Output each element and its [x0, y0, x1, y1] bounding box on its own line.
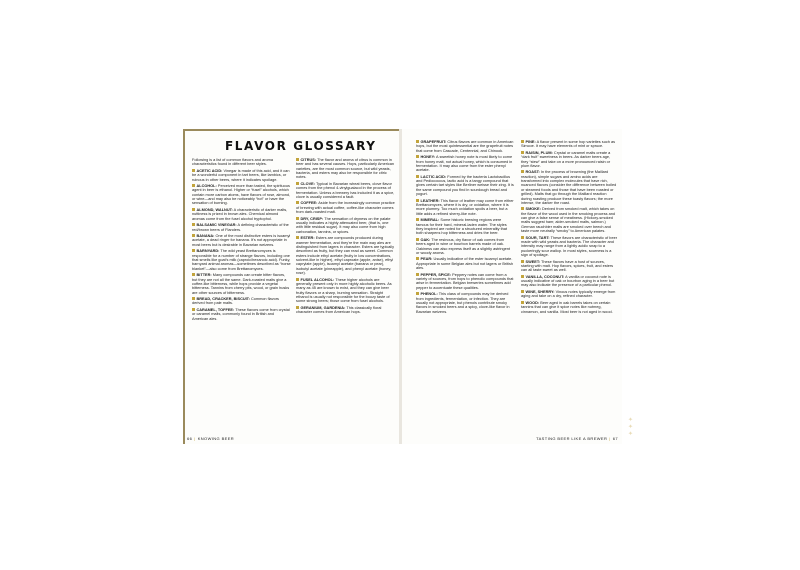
glossary-column-4 — [521, 140, 618, 316]
glossary-entry — [296, 306, 396, 315]
glossary-term: ALCOHOL: — [196, 184, 217, 189]
glossary-term: DRY, CRISP: — [300, 216, 324, 221]
bullet-square-icon — [192, 184, 195, 187]
left-page — [183, 129, 399, 444]
footer-right — [536, 436, 618, 441]
glossary-definition: Typical in Bavarian wheat beers, clove flavor comes from the phenol 4-vinylguaiacol in the process of fermentation. Unless a brewery has included it as a spice, clove is usually considered a fault. — [296, 181, 395, 199]
glossary-term: CARAMEL, TOFFEE: — [196, 308, 235, 312]
bullet-square-icon — [416, 175, 419, 178]
bullet-square-icon — [416, 292, 419, 295]
footer-left — [187, 436, 234, 441]
glossary-definition: The resinous, dry flavor of oak comes from beers aged in wine or bourbon barrels made of oak. Oakiness can also express itself as a slightly astringent or woody aroma. — [416, 237, 511, 255]
glossary-entry — [192, 273, 291, 295]
glossary-entry — [521, 260, 618, 273]
page-number-left: 66 — [187, 436, 193, 441]
glossary-definition: Many compounds can create bitter flavors, but they are not all the same. Dark-roasted malts give a coffee-like bitterness, while hops provide a vegetal bitterness. Tannins from cherry pits, wood, or grain husks are other sources of bitterness. — [192, 273, 290, 295]
bullet-square-icon — [296, 306, 299, 309]
publisher-mark: ✦✦✦ — [627, 415, 634, 436]
right-page — [402, 129, 622, 444]
glossary-term: GRAPEFRUIT: — [420, 140, 447, 144]
glossary-entry — [296, 278, 396, 304]
glossary-entry — [192, 234, 291, 247]
glossary-term: BREAD, CRACKER, BISCUIT: — [196, 297, 250, 302]
glossary-term: PINE: — [525, 140, 536, 144]
glossary-term: COFFEE: — [300, 201, 318, 206]
bullet-square-icon — [521, 290, 524, 293]
bullet-square-icon — [296, 278, 299, 281]
section-name-left: KNOWING BEER — [197, 436, 235, 441]
glossary-definition: In the process of browning (the Maillard reaction), simple sugars and amino acids are transformed into complex molecules that have rich, nuanced flavors (consider the difference between boiled or steamed foods and those that have been roasted or grilled). Malts that go through the Maillard reaction during roasting produce these toasty flavors; the more intense, the darker the roast. — [521, 170, 617, 205]
bullet-square-icon — [416, 140, 419, 143]
bullet-square-icon — [192, 208, 195, 211]
glossary-term: RAISIN, PLUM: — [525, 150, 553, 155]
glossary-definition: Vinegar is made of this acid, and it can be a wonderful component in tart beers, like lambics, or ruinous in other beers, where it indicates spoilage. — [192, 168, 290, 182]
glossary-definition: Perceived more than tasted, the spirituous agent in beer is ethanol. Higher or “fusel” alcohols, which contain more carbon atoms, have flavors of rose, almond, or wine—and may also be noticeably “hot” or have the sensation of burning. — [192, 184, 291, 206]
glossary-term: LEATHER: — [420, 198, 440, 203]
footer-separator: | — [609, 436, 611, 441]
glossary-term: SWEET: — [525, 259, 541, 264]
glossary-entry — [521, 236, 618, 258]
bullet-square-icon — [192, 308, 195, 311]
bullet-square-icon — [192, 297, 195, 300]
glossary-entry — [416, 199, 514, 216]
bullet-square-icon — [521, 170, 524, 173]
bullet-square-icon — [521, 207, 524, 210]
glossary-term: ALMOND, WALNUT: — [196, 208, 233, 212]
glossary-entry — [416, 218, 514, 235]
bullet-square-icon — [521, 301, 524, 304]
glossary-term: HONEY: — [420, 155, 436, 160]
glossary-entry — [192, 223, 291, 232]
glossary-term: WINE, SHERRY: — [525, 289, 555, 294]
glossary-term: GERANIUM, GARDENIA: — [300, 305, 346, 310]
glossary-term: PEAR: — [420, 257, 433, 262]
footer-separator: | — [194, 436, 196, 441]
glossary-definition: The wild yeast Brettanomyces is responsible for a number of strange flavors, including one that smells like goat's milk (caproic/hexanoic acid). Funky, barnyard animal aromas—sometimes described as “horse blanket”—also come from Brettanomyces. — [192, 249, 291, 271]
glossary-term: MINERAL: — [420, 218, 440, 223]
glossary-term: PEPPER, SPICE: — [420, 272, 452, 277]
bullet-square-icon — [521, 260, 524, 263]
bullet-square-icon — [416, 273, 419, 276]
glossary-entry — [521, 170, 618, 205]
page-number-right: 67 — [612, 436, 618, 441]
bullet-square-icon — [416, 238, 419, 241]
glossary-definition: Vinous notes typically emerge from aging and take on a dry, refined character. — [521, 289, 616, 299]
glossary-term: WOOD: — [525, 300, 540, 305]
bullet-square-icon — [192, 234, 195, 237]
glossary-term: CITRUS: — [300, 158, 317, 162]
bullet-square-icon — [416, 199, 419, 202]
bullet-square-icon — [192, 169, 195, 172]
glossary-definition: Derived from smoked malt, which takes on the flavor of the wood used in the smoking process and can give a false sense of meatiness. (Hickory-smoked malts suggest ham; alder-smoked malts, salmon.) German rauchbier malts are smoked over beech and taste more neutrally “smoky” to American palates. — [521, 207, 616, 234]
glossary-definition: One of the most distinctive esters is isoamyl acetate, a dead ringer for banana. It's not appropriate in most beers but is desirable in Bavarian weizens. — [192, 234, 291, 247]
glossary-definition: Aside from the increasingly common practice of brewing with actual coffee, coffee-like character comes from dark-roasted malt. — [296, 201, 395, 215]
page-title: FLAVOR GLOSSARY — [225, 139, 377, 153]
glossary-entry — [296, 236, 396, 275]
glossary-column-1 — [192, 158, 291, 323]
section-name-right: TASTING BEER LIKE A BREWER — [536, 436, 608, 441]
glossary-entry — [521, 140, 618, 149]
glossary-definition: Crystal or caramel malts create a “dark fruit” sweetness in beers. As darker beers age, they “stew” and take on a more pronounced raisin or plum flavor. — [521, 150, 611, 168]
bullet-square-icon — [192, 273, 195, 276]
glossary-definition: A vanilla or coconut note is usually indicative of oak or bourbon aging in a beer but may also indicate the presence of a particular phenol. — [521, 274, 615, 288]
glossary-entry — [296, 158, 396, 180]
glossary-entry — [192, 297, 291, 306]
glossary-definition: A characteristic of darker malts, nuttiness is prized in brown ales. Chemical almond aromas come from the fusel alcohol tryptophol. — [192, 208, 288, 221]
glossary-entry — [192, 208, 291, 221]
glossary-definition: A flavor present in some hop varieties such as Simcoe. It may have elements of mint or spruce. — [521, 140, 616, 149]
glossary-definition: Formed by the bacteria Lactobacillus and Pediococcus, lactic acid is a tangy compound that gives certain tart styles like Berliner weisse their zing. It is the same compound you find in sourdough bread and yogurt. — [416, 174, 514, 197]
glossary-definition: These flavors have a host of sources, starting with malt. Hop flavors, spices, fruit, and esters can all taste sweet as well. — [521, 259, 614, 273]
glossary-term: SMOKE: — [525, 207, 541, 212]
bullet-square-icon — [521, 151, 524, 154]
glossary-term: SOUR, TART: — [525, 235, 550, 240]
bullet-square-icon — [416, 155, 419, 158]
glossary-definition: These flavors come from crystal or caramel malts, commonly found in British and American ales. — [192, 308, 290, 321]
glossary-entry — [296, 217, 396, 234]
glossary-term: BALSAMIC VINEGAR: — [196, 223, 237, 228]
glossary-definition: Peppery notes can come from a variety of sources, from hops to phenolic compounds that arise in fermentation. Belgian breweries sometimes add pepper to accentuate these qualities. — [416, 272, 514, 290]
glossary-entry — [521, 275, 618, 288]
bullet-square-icon — [192, 223, 195, 226]
glossary-definition: This class of compounds may be derived from ingredients, fermentation, or infection. They are usually not appropriate, but phenols contribute smoky flavors in smoked beers and a spicy, clove-like flavor in Bavarian weizens. — [416, 292, 510, 314]
bullet-square-icon — [521, 236, 524, 239]
glossary-entry — [416, 175, 514, 197]
glossary-term: LACTIC ACID: — [420, 174, 447, 179]
glossary-entry — [416, 257, 514, 270]
bullet-square-icon — [192, 249, 195, 252]
glossary-definition: A defining characteristic of the red/brown beers of Flanders. — [192, 223, 289, 232]
glossary-definition: Esters are compounds produced during warmer fermentation, and they're the main way ales are distinguished from lagers in character. Esters are typically described as fruity, but they can read as sweet. Common esters include ethyl acetate (fruity in low concentrations, solvent-like in higher), ethyl caproate (apple, anise), ethyl caprylate (apple), isoamyl acetate (banana or pear), isobutyl acetate (pineapple), and phenyl acetate (honey, rose). — [296, 236, 395, 275]
glossary-entry — [416, 238, 514, 255]
glossary-column-3 — [416, 140, 514, 316]
glossary-definition: Citrus flavors are common in American hops, but the most quintessential are the grapefruit notes that come from Cascade, Centennial, and Chinook. — [416, 140, 514, 153]
glossary-entry — [192, 308, 291, 321]
glossary-entry — [296, 201, 396, 214]
bullet-square-icon — [416, 218, 419, 221]
glossary-definition: Common flavors derived from pale malts. — [192, 297, 279, 306]
bullet-square-icon — [296, 217, 299, 220]
bullet-square-icon — [521, 140, 524, 143]
glossary-definition: The sensation of dryness on the palate usually indicates a highly attenuated beer, (that is, one with little residual sugar). It may also come from high carbonation, tannins, or spices. — [296, 216, 391, 234]
glossary-definition: This flavor of leather may come from either Brettanomyces, where it is dry, or oxidation, where it is more plummy. Too much oxidation spoils a beer, but a little adds a refined sherry-like note. — [416, 198, 514, 216]
glossary-definition: Beer aged in oak barrels takes on certain tannins that can give it spice notes like nutmeg, cinnamon, and vanilla. Most beer is not aged in wood. — [521, 300, 613, 314]
glossary-entry — [521, 301, 618, 314]
glossary-entry — [296, 182, 396, 199]
glossary-definition: Some historic brewing regions were famous for their hard, mineral-laden water. The styles they inspired are noted for a structured minerality that both sharpens hop bitterness and dries the beer. — [416, 218, 508, 236]
glossary-entry — [192, 249, 291, 271]
glossary-definition: These flavors are characteristic of beer made with wild yeasts and bacteria. The character and intensity may range from a lightly acidic snap to a puckeringly sour wallop. In most styles, sourness is a sign of spoilage. — [521, 235, 618, 257]
glossary-term: OAK: — [420, 237, 431, 242]
glossary-entry — [416, 155, 514, 172]
glossary-term: ACETIC ACID: — [196, 168, 223, 173]
glossary-entry — [521, 151, 618, 168]
glossary-definition: The flavor and aroma of citrus is common in beer and has several causes. Hops, particularly American varieties, are the most common source, but wild yeasts, bacteria, and esters may also be responsible for citric notes. — [296, 158, 395, 180]
bullet-square-icon — [521, 275, 524, 278]
glossary-term: BANANA: — [196, 234, 215, 239]
glossary-entry — [416, 140, 514, 153]
bullet-square-icon — [296, 236, 299, 239]
bullet-square-icon — [296, 182, 299, 185]
glossary-term: BITTER: — [196, 273, 212, 278]
glossary-entry — [416, 273, 514, 290]
bullet-square-icon — [416, 257, 419, 260]
glossary-entry — [192, 169, 291, 182]
glossary-term: ROAST: — [525, 170, 540, 175]
glossary-definition: Usually indicative of the ester isoamyl acetate. Appropriate in some Belgian ales but not lagers or British ales. — [416, 257, 514, 271]
glossary-entry — [521, 290, 618, 299]
glossary-term: BARNYARD: — [196, 249, 220, 254]
intro-text: Following is a list of common flavors and aroma characteristics found in different beer styles. — [192, 158, 273, 167]
glossary-definition: These higher alcohols are generally present only in more highly alcoholic beers. As many as 45 are known to exist, and they can give beer fruity flavors or a sharp, burning sensation. Straight ethanol is usually not responsible for the boozy taste of some strong beers; those come from fusel alcohols. — [296, 277, 392, 304]
glossary-column-2 — [296, 158, 396, 317]
glossary-term: CLOVE: — [300, 181, 316, 186]
bullet-square-icon — [296, 201, 299, 204]
glossary-entry — [192, 184, 291, 206]
glossary-definition: This classically floral character comes from American hops. — [296, 305, 382, 315]
glossary-definition: A sweetish honey note is most likely to come from honey malt, not actual honey, which is consumed in fermentation. It may also come from the ester phenyl acetate. — [416, 155, 513, 173]
glossary-term: FUSEL ALCOHOL: — [300, 277, 335, 282]
glossary-term: PHENOL: — [420, 292, 438, 297]
glossary-entry — [521, 207, 618, 233]
glossary-entry — [416, 292, 514, 314]
glossary-term: ESTER: — [300, 236, 315, 241]
bullet-square-icon — [296, 158, 299, 161]
glossary-term: VANILLA, COCONUT: — [525, 274, 565, 279]
